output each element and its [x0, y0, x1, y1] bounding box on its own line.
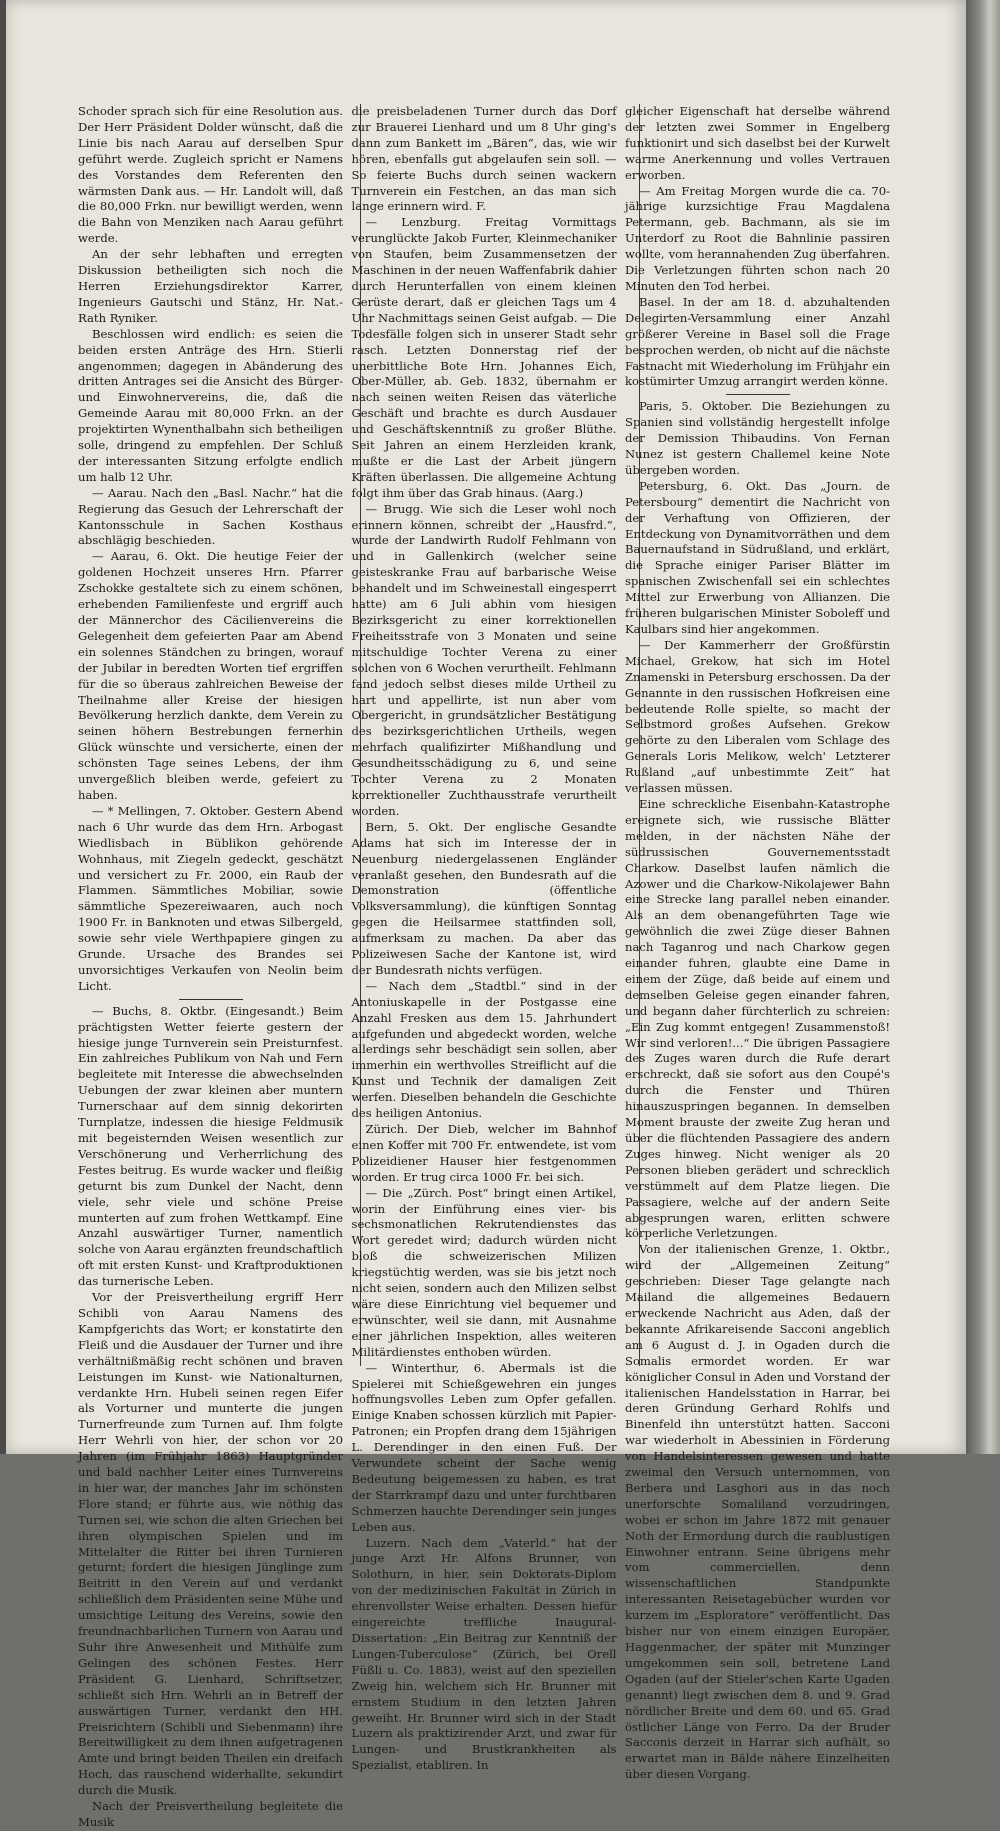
article-separator [179, 999, 243, 1000]
article-columns [78, 104, 891, 1829]
column-3 [625, 104, 891, 1782]
article-paragraph: Luzern. Nach dem „Vaterld.“ hat der junge Arzt Hr. Alfons Brunner, von Solothurn, in hier, sein Doktorats-Diplom von der medizinischen Fakultät in Zürich in ehrenvollster Weise erhalten. Dessen hiefür eingereichte treffliche Inaugural-Dissertation: „Ein Beitrag zur Kenntniß der Lungen-Tuberculose“ (Zürich, bei Orell Füßli u. Co. 1883), weist auf den speziellen Zweig hin, welchem sich Hr. Brunner mit ernstem Studium in den letzten Jahren geweiht. Hr. Brunner wird sich in der Stadt Luzern als praktizirender Arzt, und zwar für Lungen- und Brustkrankheiten als Spezialist, etabliren. In [351, 1535, 617, 1773]
article-paragraph: — * Mellingen, 7. Oktober. Gestern Abend nach 6 Uhr wurde das dem Hrn. Arbogast Wiedlisbach in Büblikon gehörende Wohnhaus, mit Ziegeln gedeckt, geschätzt und versichert zu Fr. 2000, ein Raub der Flammen. Sämmtliches Mobiliar, sowie sämmtliche Spezereiwaaren, auch noch 1900 Fr. in Banknoten und etwas Silbergeld, sowie sehr viele Werthpapiere gingen zu Grunde. Ursache des Brandes sei unvorsichtiges Verkaufen von Neolin beim Licht. [78, 803, 343, 993]
page-edge [966, 0, 1000, 1454]
article-paragraph: Eine schreckliche Eisenbahn-Katastrophe ereignete sich, wie russische Blätter melden, in der nächsten Nähe der südrussischen Gouvernementsstadt Charkow. Daselbst laufen nämlich die Azower und die Charkow-Nikolajewer Bahn eine Strecke lang parallel neben einander. Als an dem obenangeführten Tage wie gewöhnlich die zwei Züge dieser Bahnen nach Taganrog und nach Charkow gegen einander fuhren, glaubte eine Dame in einem der Züge, daß beide auf einem und demselben Geleise gegen einander fahren, und begann daher fürchterlich zu schreien: „Ein Zug kommt entgegen! Zusammenstoß! Wir sind verloren!...“ Die übrigen Passagiere des Zuges waren durch die Rufe derart erschreckt, daß sie sofort aus den Coupé's durch die Fenster und Thüren hinauszuspringen begannen. In demselben Moment brauste der zweite Zug heran und über die flüchtenden Passagiere des andern Zuges hinweg. Nicht weniger als 20 Personen blieben gerädert und schrecklich verstümmelt auf dem Platze liegen. Die Passagiere, welche auf der andern Seite abgesprungen waren, erlitten schwere körperliche Verletzungen. [625, 796, 890, 1241]
article-paragraph: Vor der Preisvertheilung ergriff Herr Schibli von Aarau Namens des Kampfgerichts das Wort; er konstatirte den Fleiß und die Ausdauer der Turner und ihre verhältnißmäßig recht schönen und braven Leistungen im Kunst- wie Nationalturnen, verdankte Hrn. Hubeli seinen regen Eifer als Vorturner und munterte die jungen Turnerfreunde zum Turnen auf. Ihm folgte Herr Wehrli von hier, der schon vor 20 Jahren (im Frühjahr 1863) Hauptgründer und bald nachher Leiter eines Turnvereins in hier war, der manches Jahr im schönsten Flore stand; er führte aus, wie nöthig das Turnen sei, wie schon die alten Griechen bei ihren olympischen Spielen und im Mittelalter die Ritter bei ihren Turnieren geturnt; fordert die hiesigen Jünglinge zum Beitritt in den Verein auf und verdankt schließlich dem Präsidenten seine Mühe und umsichtige Leitung des Vereins, sowie den freundnachbarlichen Turnern von Aarau und Suhr ihre Anwesenheit und Mithülfe zum Gelingen des schönen Festes. Herr Präsident G. Lienhard, Schriftsetzer, schließt sich Hrn. Wehrli an in Betreff der auswärtigen Turner, verdankt den HH. Preisrichtern (Schibli und Siebenmann) ihre Bereitwilligkeit zu dem ihnen aufgetragenen Amte und bringt beiden Theilen ein dreifach Hoch, das rauschend widerhallte, sekundirt durch die Musik. [78, 1290, 343, 1798]
article-paragraph: Bern, 5. Okt. Der englische Gesandte Adams hat sich im Interesse der in Neuenburg niedergelassenen Engländer veranlaßt gesehen, den Bundesrath auf die Demonstration (öffentliche Volksversammlung), die künftigen Sonntag gegen die Heilsarmee stattfinden soll, aufmerksam zu machen. Da aber das Polizeiwesen Sache der Kantone ist, wird der Bundesrath nichts verfügen. [351, 819, 617, 977]
article-paragraph: Basel. In der am 18. d. abzuhaltenden Delegirten-Versammlung einer Anzahl größerer Vereine in Basel soll die Frage besprochen werden, ob nicht auf die nächste Fastnacht mit Wiederholung im Frühjahr ein kostümirter Umzug arrangirt werden könne. [625, 294, 891, 389]
article-paragraph: Petersburg, 6. Okt. Das „Journ. de Petersbourg“ dementirt die Nachricht von der Verhaftung von Offizieren, der Entdeckung von Dynamitvorräthen und dem Bauernaufstand in Südrußland, und erklärt, die Sprache einiger Pariser Blätter im spanischen Zwischenfall sei ein schlechtes Mittel zur Erwerbung von Allianzen. Die früheren bulgarischen Minister Soboleff und Kaulbars sind hier angekommen. [625, 478, 890, 636]
article-paragraph: gleicher Eigenschaft hat derselbe während der letzten zwei Sommer in Engelberg funktionirt und sich daselbst bei der Kurwelt warme Anerkennung und volles Vertrauen erworben. [625, 104, 890, 182]
article-paragraph: — Brugg. Wie sich die Leser wohl noch erinnern können, schreibt der „Hausfrd.“, wurde der Landwirth Rudolf Fehlmann von und in Gallenkirch (welcher seine geisteskranke Frau auf barbarische Weise behandelt und im Schweinestall eingesperrt hatte) am 6 Juli abhin vom hiesigen Bezirksgericht zu einer korrektionellen Freiheitsstrafe von 3 Monaten und seine mitschuldige Tochter Verena zu einer solchen von 6 Wochen verurtheilt. Fehlmann fand jedoch selbst dieses milde Urtheil zu hart und appellirte, ist nun aber vom Obergericht, in grundsätzlicher Bestätigung des bezirksgerichtlichen Urtheils, wegen mehrfach qualifizirter Mißhandlung und Gesundheitsschädigung zu 6, und seine Tochter Verena zu 2 Monaten korrektioneller Zuchthausstrafe verurtheilt worden. [351, 501, 617, 818]
article-paragraph: die preisbeladenen Turner durch das Dorf zur Brauerei Lienhard und um 8 Uhr ging's dann zum Bankett im „Bären“, das, wie wir hören, ebenfalls gut abgelaufen sein soll. — So feierte Buchs durch seinen wackern Turnverein ein Festchen, an das man sich lange erinnern wird. F. [351, 104, 617, 214]
article-paragraph: — Die „Zürch. Post“ bringt einen Artikel, worin der Einführung eines vier- bis sechsmonatlichen Rekrutendienstes das Wort geredet wird; dadurch würden nicht bloß die schweizerischen Milizen kriegstüchtig werden, was sie bis jetzt noch nicht seien, sondern auch den Milizen selbst wäre diese Einrichtung viel bequemer und erwünschter, weil sie dann, mit Ausnahme einer jährlichen Inspektion, alles weiteren Militärdienstes enthoben würden. [351, 1185, 617, 1359]
column-2 [351, 104, 617, 1773]
article-paragraph: — Buchs, 8. Oktbr. (Eingesandt.) Beim prächtigsten Wetter feierte gestern der hiesige junge Turnverein sein Preisturnfest. Ein zahlreiches Publikum von Nah und Fern begleitete mit Interesse die abwechselnden Uebungen der zwar kleinen aber muntern Turnerschaar auf dem sinnig dekorirten Turnplatze, indessen die hiesige Feldmusik mit begeisternden Weisen wesentlich zur Verschönerung und Verherrlichung des Festes beitrug. Es wurde wacker und fleißig geturnt bis zum Dunkel der Nacht, denn viele, sehr viele und schöne Preise munterten auf zum frohen Wettkampf. Eine Anzahl auswärtiger Turner, namentlich solche von Aarau ergänzten freundschaftlich oft mit ersten Kunst- und Kraftproduktionen das turnerische Leben. [78, 1003, 343, 1289]
article-paragraph: — Aarau, 6. Okt. Die heutige Feier der goldenen Hochzeit unseres Hrn. Pfarrer Zschokke gestaltete sich zu einem schönen, erhebenden Familienfeste und ergriff auch der Männerchor des Cäcilienvereins die Gelegenheit dem gefeierten Paar am Abend ein solennes Ständchen zu bringen, worauf der Jubilar in beredten Worten tief ergriffen für die so überaus zahlreichen Beweise der Theilnahme aller Kreise der hiesigen Bevölkerung herzlich dankte, dem Verein zu seinen höhern Bestrebungen fernerhin Glück wünschte und versicherte, einen der schönsten Tage seines Lebens, der ihm unvergeßlich bleiben werde, gefeiert zu haben. [78, 549, 343, 802]
article-separator [726, 394, 790, 395]
article-paragraph: — Aarau. Nach den „Basl. Nachr.“ hat die Regierung das Gesuch der Lehrerschaft der Kantonsschule in Sachen Kosthaus abschlägig beschieden. [78, 485, 343, 548]
article-paragraph: Zürich. Der Dieb, welcher im Bahnhof einen Koffer mit 700 Fr. entwendete, ist vom Polizeidiener Hauser hier festgenommen worden. Er trug circa 1000 Fr. bei sich. [351, 1122, 617, 1184]
article-paragraph: — Am Freitag Morgen wurde die ca. 70-jährige kurzsichtige Frau Magdalena Petermann, geb. Bachmann, als sie im Unterdorf zu Root die Bahnlinie passiren wollte, vom herannahenden Zug überfahren. Die Verletzungen führten schon nach 20 Minuten den Tod herbei. [625, 183, 890, 293]
article-paragraph: Schoder sprach sich für eine Resolution aus. Der Herr Präsident Dolder wünscht, daß die Linie bis nach Aarau auf derselben Spur geführt werde. Zugleich spricht er Namens des Vorstandes dem Referenten den wärmsten Dank aus. — Hr. Landolt will, daß die 80,000 Frkn. nur bewilligt werden, wenn die Bahn von Menziken nach Aarau geführt werde. [78, 104, 343, 246]
article-paragraph: — Lenzburg. Freitag Vormittags verunglückte Jakob Furter, Kleinmechaniker von Staufen, beim Zusammensetzen der Maschinen in der neuen Waffenfabrik dahier durch Herunterfallen von einem kleinen Gerüste derart, daß er gleichen Tags um 4 Uhr Nachmittags seinen Geist aufgab. — Die Todesfälle folgen sich in unserer Stadt sehr rasch. Letzten Donnerstag rief der unerbittliche Bote Hrn. Johannes Eich, Ober-Müller, ab. Geb. 1832, übernahm er nach seinen weiten Reisen das väterliche Geschäft und brachte es durch Ausdauer und Geschäftskenntniß zu großer Blüthe. Seit Jahren an einem Herzleiden krank, mußte er die Last der Arbeit jüngern Kräften überlassen. Die allgemeine Achtung folgt ihm über das Grab hinaus. (Aarg.) [351, 215, 617, 500]
article-paragraph: — Nach dem „Stadtbl.“ sind in der Antoniuskapelle in der Postgasse eine Anzahl Fresken aus dem 15. Jahrhundert aufgefunden und abgedeckt worden, welche allerdings sehr beschädigt sein sollen, aber immerhin ein werthvolles Streiflicht auf die Kunst und Technik der damaligen Zeit werfen. Dieselben behandeln die Geschichte des heiligen Antonius. [351, 978, 617, 1121]
article-paragraph: Beschlossen wird endlich: es seien die beiden ersten Anträge des Hrn. Stierli angenommen; dagegen in Abänderung des dritten Antrages sei die Ansicht des Bürger- und Einwohnervereins, die, daß die Gemeinde Aarau mit 80,000 Frkn. an der projektirten Wynenthalbahn sich betheiligen solle, dringend zu empfehlen. Der Schluß der interessanten Sitzung erfolgte endlich um halb 12 Uhr. [78, 326, 343, 484]
column-1 [78, 104, 343, 1829]
article-paragraph: — Winterthur, 6. Abermals ist die Spielerei mit Schießgewehren ein junges hoffnungsvolles Leben zum Opfer gefallen. Einige Knaben schossen kürzlich mit Papier-Patronen; ein Propfen drang dem 15jährigen L. Derendinger in den einen Fuß. Der Verwundete scheint der Sache wenig Bedeutung beigemessen zu haben, es trat der Starrkrampf dazu und unter furchtbaren Schmerzen hauchte Derendinger sein junges Leben aus. [351, 1360, 617, 1534]
article-paragraph: An der sehr lebhaften und erregten Diskussion betheiligten sich noch die Herren Erziehungsdirektor Karrer, Ingenieurs Gautschi und Stänz, Hr. Nat.-Rath Ryniker. [78, 247, 343, 325]
article-paragraph: Von der italienischen Grenze, 1. Oktbr., wird der „Allgemeinen Zeitung“ geschrieben: Dieser Tage gelangte nach Mailand die allgemeines Bedauern erweckende Nachricht aus Aden, daß der bekannte Afrikareisende Sacconi angeblich am 6 August d. J. in Ogaden durch die Somalis ermordet worden. Er war königlicher Consul in Aden und Vorstand der italienischen Handelsstation in Harrar, bei deren Gründung Gerhard Rohlfs und Binenfeld ihn unterstützt hatten. Sacconi war wiederholt in Abessinien in Förderung von Handelsinteressen gewesen und hatte zweimal den Versuch unternommen, von Berbera und Lasghori aus in das noch unerforschte Somaliland vorzudringen, wobei er schon im Jahre 1872 mit genauer Noth der Ermordung durch die raublustigen Einwohner entrann. Seine übrigens mehr vom commerciellen, denn wissenschaftlichen Standpunkte interessanten Reisetagebücher wurden vor kurzem im „Esploratore“ veröffentlicht. Das bisher nur von einem einzigen Europäer, Haggenmacher, der später mit Munzinger umgekommen sein soll, betretene Land Ogaden (auf der Stieler'schen Karte Ugaden genannt) liegt zwischen dem 8. und 9. Grad nördlicher Breite und dem 60. und 65. Grad östlicher Länge von Ferro. Da der Bruder Sacconis derzeit in Harrar sich aufhält, so erwartet man in Bälde nähere Einzelheiten über diesen Vorgang. [625, 1242, 890, 1782]
article-paragraph: Nach der Preisvertheilung begleitete die Musik [78, 1799, 343, 1829]
article-paragraph: — Der Kammerherr der Großfürstin Michael, Grekow, hat sich im Hotel Znamenski in Petersburg erschossen. Da der Genannte in den russischen Hofkreisen eine bedeutende Rolle spielte, so macht der Selbstmord großes Aufsehen. Grekow gehörte zu den Liberalen vom Schlage des Generals Loris Melikow, welch' Letzterer Rußland „auf unbestimmte Zeit“ hat verlassen müssen. [625, 637, 890, 796]
article-paragraph: Paris, 5. Oktober. Die Beziehungen zu Spanien sind vollständig hergestellt infolge der Demission Thibaudins. Von Fernan Nunez ist gestern Challemel keine Note übergeben worden. [625, 399, 890, 477]
